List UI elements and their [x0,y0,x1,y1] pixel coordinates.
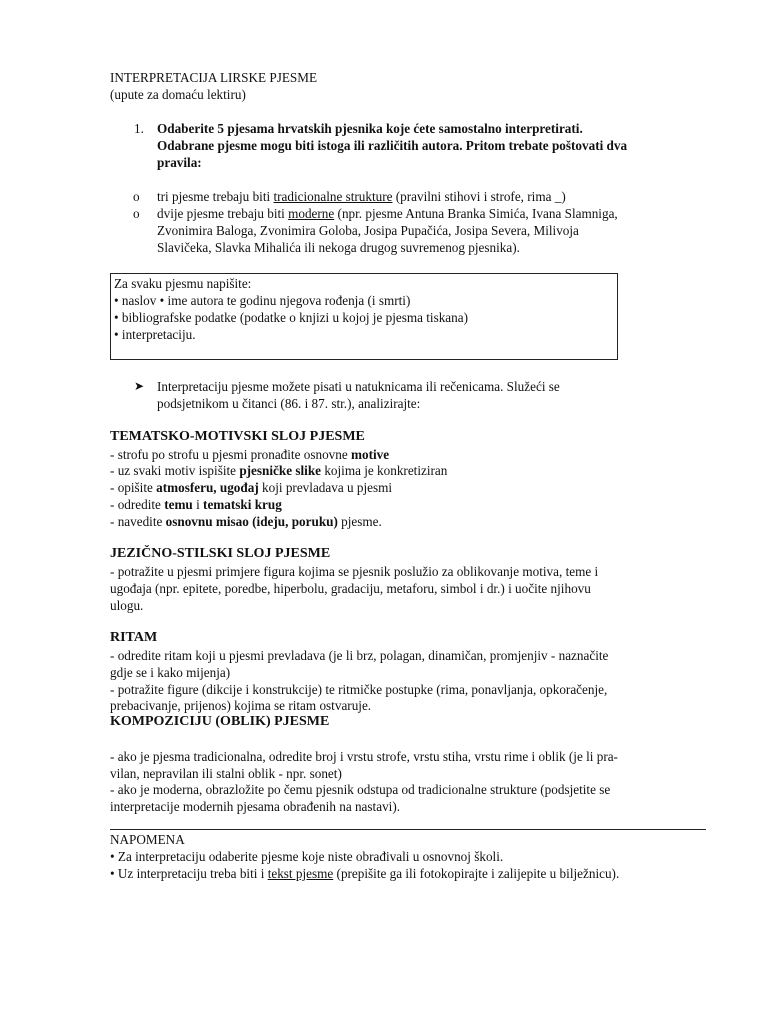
note-underlined: tekst pjesme [267,866,334,881]
section4-line: - ako je moderna, obrazložite po čemu pjesnik odstupa od tradicionalne strukture (podsjetite se [110,782,611,797]
rule-text: dvije pjesme trebaju biti [157,206,289,221]
text: pjesme. [337,514,382,529]
arrow-bullet-icon: ➤ [134,379,145,393]
bold-term: atmosferu, ugođaj [156,480,259,495]
section2-line: - potražite u pjesmi primjere figura kojima se pjesnik poslužio za oblikovanje motiva, teme i [110,564,599,579]
box-line: • naslov • ime autora te godinu njegova rođenja (i smrti) [114,293,411,308]
text: - uz svaki motiv ispišite [110,463,240,478]
section2-line: ugođaja (npr. epitete, poredbe, hiperbolu, gradaciju, metaforu, simbol i dr.) i uočite njihovu [110,581,591,596]
arrow-item-line2: podsjetnikom u čitanci (86. i 87. str.), analizirajte: [157,396,421,411]
document-title: INTERPRETACIJA LIRSKE PJESME [110,70,318,85]
bold-term: motive [351,447,390,462]
box-line: Za svaku pjesmu napišite: [114,276,252,291]
section1-line [110,446,389,463]
section-heading-composition: KOMPOZICIJU (OBLIK) PJESME [110,714,330,729]
text: - navedite [110,514,166,529]
rule-text: (npr. pjesme Antuna Branka Simića, Ivana Slamniga, [334,206,618,221]
note-line [110,865,619,882]
text: koji prevladava u pjesmi [258,480,393,495]
note-line: • Za interpretaciju odaberite pjesme koje niste obrađivali u osnovnoj školi. [110,849,504,864]
text: kojima je konkretiziran [321,463,448,478]
item-number: 1. [134,121,144,136]
bold-term: pjesničke slike [239,463,322,478]
section3-line: - potražite figure (dikcije i konstrukcije) te ritmičke postupke (rima, ponavljanja, opkoračenje, [110,682,608,697]
section3-line: gdje se i kako mijenja) [110,665,231,680]
section1-line [110,496,282,513]
horizontal-divider [110,829,706,830]
bold-term: tematski krug [203,497,282,512]
rule-underlined: tradicionalne strukture [273,189,393,204]
section1-line [110,462,447,479]
bold-term: temu [164,497,193,512]
arrow-item-line1: Interpretaciju pjesme možete pisati u natuknicama ili rečenicama. Služeći se [157,379,560,394]
section4-line: interpretacije modernih pjesama obrađenih na nastavi). [110,799,401,814]
instructions-box [110,273,618,360]
text: - odredite [110,497,165,512]
text: - strofu po strofu u pjesmi pronađite osnovne [110,447,352,462]
box-line: • bibliografske podatke (podatke o knjizi u kojoj je pjesma tiskana) [114,310,468,325]
section3-line: - odredite ritam koji u pjesmi prevladava (je li brz, polagan, dinamičan, promjenjiv - naznačite [110,648,609,663]
note-heading: NAPOMENA [110,832,185,847]
section4-line: vilan, nepravilan ili stalni oblik - npr. sonet) [110,766,342,781]
rule-traditional [157,188,566,205]
section1-line [110,479,392,496]
section-heading-rhythm: RITAM [110,630,158,645]
text: (prepišite ga ili fotokopirajte i zalijepite u bilježnicu). [333,866,620,881]
item1-line2: Odabrane pjesme mogu biti istoga ili različitih autora. Pritom trebate poštovati dva [157,138,628,153]
section2-line: ulogu. [110,598,144,613]
rule-modern [157,205,618,222]
text: • Uz interpretaciju treba biti i [110,866,268,881]
text: i [192,497,204,512]
document-subtitle: (upute za domaću lektiru) [110,87,246,102]
section3-line: prebacivanje, prijenos) kojima se ritam ostvaruje. [110,698,372,713]
section4-line: - ako je pjesma tradicionalna, odredite broj i vrstu strofe, vrstu stiha, vrstu rime i oblik (je li pra- [110,749,618,764]
bold-term: osnovnu misao (ideju, poruku) [165,514,338,529]
box-line: • interpretaciju. [114,327,196,342]
rule-text: tri pjesme trebaju biti [157,189,274,204]
rule-marker: o [133,206,140,221]
rule-underlined: moderne [288,206,335,221]
item1-line1: Odaberite 5 pjesama hrvatskih pjesnika koje ćete samostalno interpretirati. [157,121,583,136]
rule-modern-cont: Zvonimira Baloga, Zvonimira Goloba, Josipa Pupačića, Josipa Severa, Milivoja [157,223,579,238]
section-heading-thematic: TEMATSKO-MOTIVSKI SLOJ PJESME [110,429,365,444]
text: - opišite [110,480,157,495]
item1-line3: pravila: [157,155,202,170]
section1-line [110,513,382,530]
rule-text: (pravilni stihovi i strofe, rima _) [392,189,566,204]
rule-marker: o [133,189,140,204]
rule-modern-cont: Slavičeka, Slavka Mihalića ili nekoga drugog suvremenog pjesnika). [157,240,520,255]
section-heading-stylistic: JEZIČNO-STILSKI SLOJ PJESME [110,546,331,561]
